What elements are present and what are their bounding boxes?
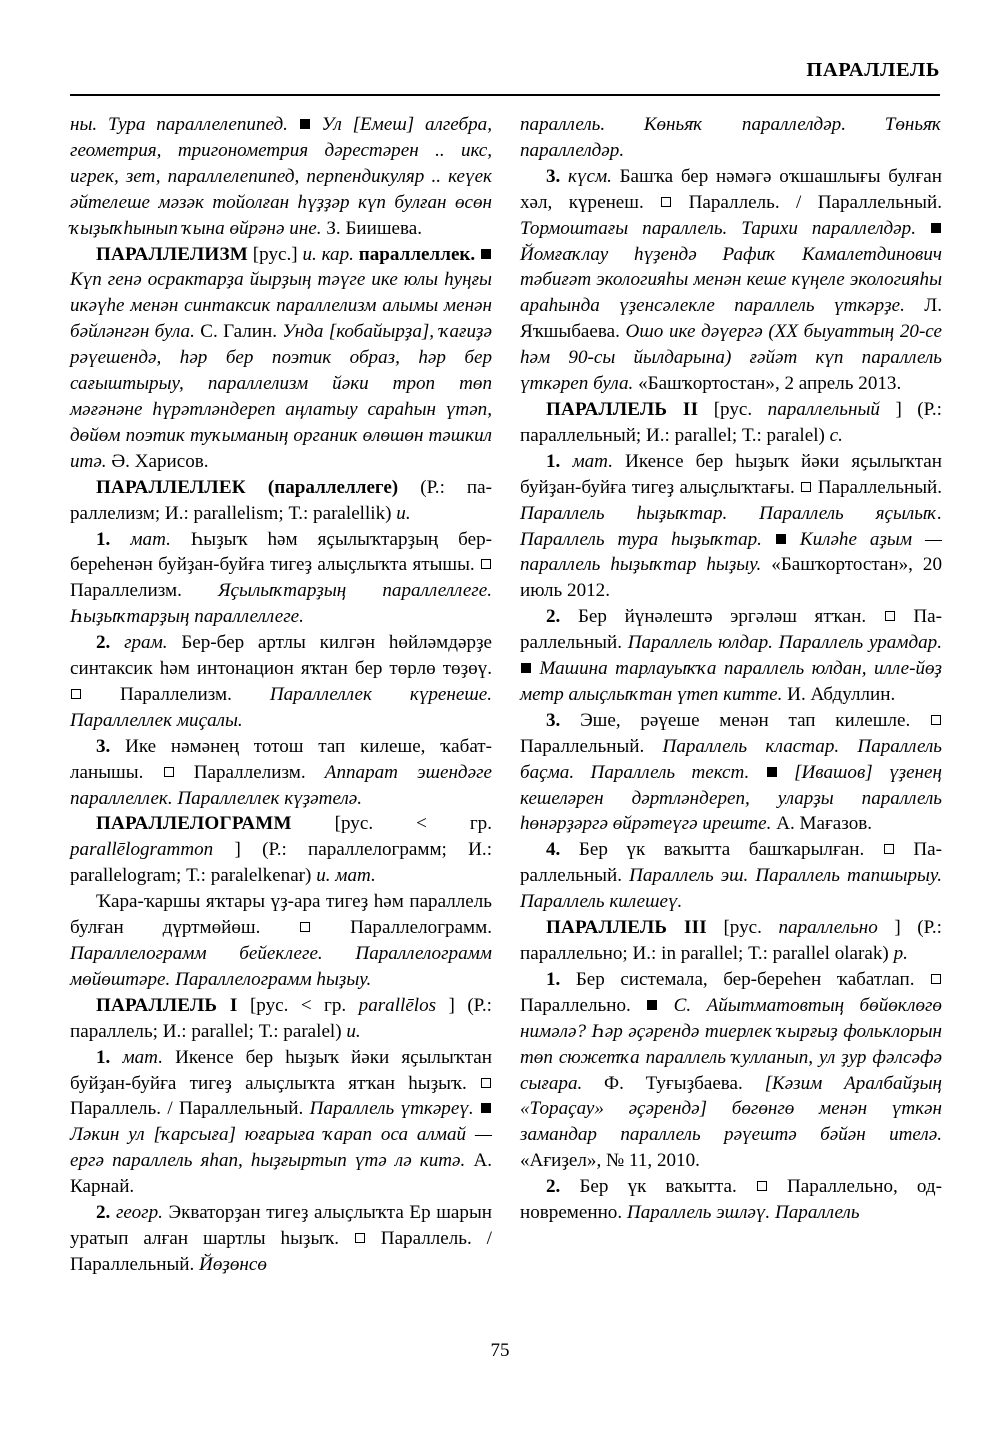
roman-text: Бер үк ваҡытта. bbox=[579, 1176, 737, 1198]
headword: ПАРАЛЛЕЛОГРАММ bbox=[96, 813, 292, 835]
header-rule bbox=[70, 94, 940, 96]
sense-number: 1. bbox=[96, 1046, 111, 1068]
italic-text: геогр. bbox=[115, 1202, 163, 1224]
roman-text: Икенсе бер һыҙыҡ йәки яҫылыҡтан буйҙан-буйға тигеҙ алыҫлыҡтағы. bbox=[520, 450, 942, 498]
italic-text: параллельно bbox=[778, 917, 878, 939]
italic-text: параллель. Көньяҡ параллелдәр. Төньяҡ параллелдәр. bbox=[520, 114, 942, 161]
translation-marker-icon bbox=[71, 689, 81, 699]
roman-text: Параллельно, одновременно. bbox=[520, 1176, 942, 1224]
italic-text: Параллель кластар. Параллель баҫма. Параллель текст. bbox=[520, 735, 942, 783]
italic-text: Параллель эшләү. Параллель bbox=[626, 1202, 860, 1224]
continuation-paragraph bbox=[70, 112, 492, 242]
running-head: ПАРАЛЛЕЛЬ bbox=[806, 59, 940, 81]
translation-marker-icon bbox=[757, 1181, 767, 1191]
sense-paragraph bbox=[70, 1045, 492, 1200]
roman-text: Параллель. / Параллельный. bbox=[70, 1098, 304, 1120]
roman-text: «Ағиҙел», № 11, 2010. bbox=[520, 1150, 700, 1172]
sense-number: 2. bbox=[546, 1176, 561, 1198]
sense-number: 3. bbox=[546, 165, 561, 187]
continuation-paragraph bbox=[520, 112, 942, 164]
italic-text: Яҫылыҡтарҙың параллеллеге. Һыҙыҡтарҙың параллеллеге. bbox=[70, 580, 492, 628]
illustration-marker-icon bbox=[776, 534, 786, 544]
roman-text: Параллелизм. bbox=[193, 761, 306, 783]
bold-text: параллеллек. bbox=[358, 243, 476, 265]
translation-marker-icon bbox=[931, 715, 941, 725]
italic-text: Машина тарлауыҡҡа параллель юлдан, илле-йөҙ метр алыҫлыҡтан үтеп китте. bbox=[520, 658, 943, 705]
roman-text: А. Мағазов. bbox=[776, 813, 873, 835]
sense-number: 3. bbox=[546, 709, 561, 731]
italic-text: ны. Тура параллелепипед. bbox=[70, 114, 288, 135]
italic-text: Йөҙөнсө bbox=[199, 1253, 267, 1275]
roman-text: И. Абдуллин. bbox=[787, 683, 896, 705]
roman-text: Экваторҙан тигеҙ алыҫлыҡта Ер шарын уратып алған шартлы һыҙыҡ. bbox=[70, 1202, 492, 1249]
italic-text: мат. bbox=[130, 528, 171, 550]
sense-number: 2. bbox=[96, 1202, 111, 1224]
illustration-marker-icon bbox=[647, 1000, 657, 1010]
sense-number: 1. bbox=[546, 968, 561, 990]
roman-text: Ф. Туғыҙбаева. bbox=[604, 1072, 743, 1094]
sense-number: 2. bbox=[96, 632, 111, 654]
page-number: 75 bbox=[490, 1340, 510, 1361]
translation-marker-icon bbox=[885, 611, 895, 621]
roman-text: Параллелизм. bbox=[119, 683, 232, 705]
roman-text: Ике нәмәнең тотош тап килеше, ҡабатланышы. bbox=[70, 735, 493, 783]
roman-text: Параллельный. bbox=[520, 606, 942, 654]
italic-text: Йомғаҡлау һүҙендә Рафиҡ Камалетдинович тәбиғәт экологияһы менән кеше күңеле экологияһы араһында үҙенсәлекле параллель үткәрҙе. bbox=[520, 243, 942, 317]
roman-text: ] (Р.: параллелограмм; И.: parallelogram; Т.: paralelkenar) bbox=[70, 839, 492, 887]
roman-text: Параллелизм. bbox=[70, 580, 182, 602]
sense-paragraph bbox=[520, 604, 942, 708]
roman-text: Икенсе бер һыҙыҡ йәки яҫылыҡтан буйҙан-буйға тигеҙ алыҫлыҡта ятҡан һыҙыҡ. bbox=[70, 1046, 492, 1094]
roman-text: ] (Р.: параллель; И.: parallel; Т.: paralel) bbox=[70, 994, 492, 1042]
roman-text: Параллельно. bbox=[520, 994, 631, 1016]
sense-paragraph bbox=[520, 1174, 942, 1226]
italic-text: Күп генә осрактарҙа йырҙың тәүге ике юлы һуңғы икәүһе менән синтаксик параллелизм алымы менән бәйләнгән була. bbox=[70, 269, 492, 343]
translation-marker-icon bbox=[481, 1078, 491, 1088]
roman-text: Л. Яҡшыбаева. bbox=[520, 295, 942, 343]
sense-paragraph bbox=[520, 164, 942, 397]
italic-text: Тормоштағы параллель. Тарихи параллелдәр. bbox=[520, 217, 916, 239]
sense-paragraph bbox=[520, 449, 942, 604]
illustration-marker-icon bbox=[481, 249, 491, 259]
italic-text: [Кәзим Аралбайҙың «Тораҫау» әҫәрендә] бөгөнгө менән үткән замандар параллель рәүештә бәйән ителә. bbox=[520, 1072, 942, 1146]
italic-text: Ләкин ул [ҡарсыға] юғарыға ҡарап оса алмай — ергә параллель яһап, һыҙғыртып үтә лә китә. bbox=[70, 1124, 492, 1172]
roman-text: Параллельный. bbox=[817, 476, 943, 498]
roman-text: [рус. < гр. bbox=[334, 813, 492, 835]
illustration-marker-icon bbox=[931, 223, 941, 233]
right-column bbox=[520, 112, 942, 1327]
italic-text: Ошо ике дәүергә (XX быуаттың 20-се һәм 90-сы йылдарына) ғәйәт күп параллель үткәреп була. bbox=[520, 321, 943, 395]
roman-text: ] (Р.: параллельный; И.: parallel; Т.: paralel) bbox=[520, 398, 942, 446]
dictionary-entry bbox=[70, 475, 492, 527]
italic-text: мат. bbox=[122, 1046, 163, 1068]
roman-text: «Башҡортостан», 20 июль 2012. bbox=[520, 554, 943, 602]
roman-text: С. Галин. bbox=[200, 321, 278, 343]
dictionary-entry bbox=[70, 811, 492, 889]
translation-marker-icon bbox=[164, 767, 174, 777]
italic-text: грам. bbox=[124, 632, 168, 654]
roman-text: Параллельный. bbox=[520, 735, 645, 757]
roman-text: [рус. < гр. bbox=[249, 994, 347, 1016]
illustration-marker-icon bbox=[521, 663, 531, 673]
sense-paragraph bbox=[520, 967, 942, 1174]
italic-text: параллельный bbox=[767, 398, 880, 420]
roman-text: Ә. Харисов. bbox=[111, 450, 209, 472]
roman-text: [рус. bbox=[723, 917, 762, 939]
illustration-marker-icon bbox=[300, 119, 310, 129]
illustration-marker-icon bbox=[481, 1103, 491, 1113]
roman-text: А. Карнай. bbox=[70, 1150, 492, 1198]
roman-text: Эше, рәүеше менән тап килешле. bbox=[580, 709, 911, 731]
sense-number: 4. bbox=[546, 839, 561, 861]
roman-text: Ҡара-ҡаршы яҡтары үҙ-ара тигеҙ һәм параллель булған дүртмөйөш. bbox=[70, 891, 492, 939]
illustration-marker-icon bbox=[767, 767, 777, 777]
two-column-body bbox=[70, 112, 942, 1327]
roman-text: [рус.] bbox=[252, 243, 298, 265]
italic-text: parallēlos bbox=[358, 994, 437, 1016]
sense-number: 1. bbox=[96, 528, 111, 550]
sense-paragraph bbox=[520, 837, 942, 915]
italic-text: Параллель һыҙыҡтар. Параллель яҫылыҡ. Параллель тура һыҙыҡтар. bbox=[520, 502, 942, 550]
sense-number: 3. bbox=[96, 735, 111, 757]
translation-marker-icon bbox=[884, 844, 894, 854]
italic-text: и. кар. bbox=[302, 243, 354, 265]
translation-marker-icon bbox=[355, 1233, 365, 1243]
roman-text: Бер-бер артлы килгән һөйләмдәрҙе синтаксик һәм интонацион яҡтан бер төрлө төҙөү. bbox=[70, 632, 493, 680]
sense-number: 1. bbox=[546, 450, 561, 472]
italic-text: мат. bbox=[572, 450, 613, 472]
italic-text: parallēlogrammon bbox=[70, 839, 214, 861]
roman-text: Параллелограмм. bbox=[350, 917, 492, 939]
italic-text: [Ивашов] үҙенең кешеләрен дәртләндереп, уларҙы параллель һөнәрҙәргә өйрәтеүгә иреште. bbox=[520, 761, 942, 835]
headword: ПАРАЛЛЕЛЬ I bbox=[96, 994, 238, 1016]
dictionary-entry bbox=[70, 242, 492, 475]
italic-text: и. bbox=[396, 502, 411, 524]
italic-text: Параллелограмм бейеклеге. Параллелограмм мөйөштәре. Параллелограмм һыҙыу. bbox=[70, 943, 492, 990]
headword: ПАРАЛЛЕЛИЗМ bbox=[96, 243, 248, 265]
translation-marker-icon bbox=[300, 922, 310, 932]
roman-text: [рус. bbox=[713, 398, 753, 420]
italic-text: Ул [Емеш] алгебра, геометрия, тригонометрия дәрестәрен .. икс, игрек, зет, параллелепипед, перпендикуляр .. кеүек әйтелеше мәзәк тойолған һүҙҙәр күп булған өсөн ҡыҙыҡһынып ҡына өйрәнә ине. bbox=[70, 114, 492, 239]
italic-text: Параллеллек күренеше. Параллеллек миҫалы. bbox=[70, 683, 492, 731]
italic-text: с. bbox=[829, 424, 843, 446]
italic-text: Параллель эш. Параллель тапшырыу. Параллель килешеү. bbox=[520, 865, 942, 913]
roman-text: «Башҡортостан», 2 апрель 2013. bbox=[638, 373, 902, 395]
italic-text: р. bbox=[893, 943, 908, 964]
roman-text: Бер системала, бер-береһен ҡабатлап. bbox=[575, 968, 915, 990]
roman-text: З. Биишева. bbox=[326, 217, 423, 239]
sense-number: 2. bbox=[546, 606, 561, 628]
italic-text: Аппарат эшендәге параллеллек. Параллеллек күҙәтелә. bbox=[70, 761, 492, 809]
italic-text: Параллель юлдар. Параллель урамдар. bbox=[627, 632, 942, 654]
italic-text: и. bbox=[346, 1020, 361, 1042]
dictionary-entry bbox=[520, 397, 942, 449]
translation-marker-icon bbox=[801, 482, 811, 492]
translation-marker-icon bbox=[931, 974, 941, 984]
italic-text: Параллель үткәреү. bbox=[309, 1098, 474, 1120]
roman-text: Параллельный. bbox=[520, 839, 942, 887]
italic-text: Унда [кобайырҙа], ҡағиҙә рәүешендә, һәр бер поэтик образ, һәр бер сағыштырыу, параллелизм йәки троп төп мәғәнәне һүрәтләндереп аңлатыу сараһын үтәп, дөйөм поэтик туҡыманың органик өлөшөн тәшкил итә. bbox=[70, 321, 492, 472]
left-column bbox=[70, 112, 492, 1327]
italic-text: күсм. bbox=[568, 165, 612, 187]
dictionary-entry bbox=[520, 915, 942, 967]
italic-text: С. Айытматовтың бөйөклөгө нимәлә? Һәр әҫәрендә тиерлек ҡырғыҙ фольклорын төп сюжетҡа параллель ҡулланып, ул ҙур фәлсәфә сығара. bbox=[520, 994, 942, 1094]
sense-paragraph bbox=[70, 630, 492, 734]
sense-paragraph bbox=[70, 1200, 492, 1278]
sense-paragraph bbox=[520, 708, 942, 838]
roman-text: Бер үк ваҡытта башҡарылған. bbox=[578, 839, 865, 861]
dictionary-entry bbox=[70, 993, 492, 1045]
headword: ПАРАЛЛЕЛЛЕК bbox=[96, 476, 246, 498]
translation-marker-icon bbox=[481, 559, 491, 569]
sense-paragraph bbox=[70, 734, 492, 812]
italic-text: Киләһе аҙым — параллель һыҙыҡтар һыҙыу. bbox=[520, 528, 942, 576]
sense-paragraph bbox=[70, 889, 492, 993]
italic-text: и. мат. bbox=[316, 865, 376, 887]
roman-text: Бер йүнәлештә эргәләш ятҡан. bbox=[577, 606, 867, 628]
roman-text: (Р.: параллелизм; И.: parallelism; Т.: paralellik) bbox=[70, 476, 492, 524]
bold-text: (параллеллеге) bbox=[267, 476, 399, 498]
headword: ПАРАЛЛЕЛЬ II bbox=[546, 398, 699, 420]
translation-marker-icon bbox=[661, 197, 671, 207]
roman-text: Параллель. / Параллельный. bbox=[688, 191, 942, 213]
sense-paragraph bbox=[70, 527, 492, 631]
roman-text: Параллель. / Параллельный. bbox=[70, 1227, 492, 1275]
roman-text: ] (Р.: параллельно; И.: in parallel; Т.: parallel olarak) bbox=[520, 917, 942, 964]
roman-text: Башҡа бер нәмәгә оҡшашлығы булған хәл, күренеш. bbox=[520, 165, 942, 213]
headword: ПАРАЛЛЕЛЬ III bbox=[546, 917, 707, 939]
roman-text: Һыҙыҡ һәм яҫылыҡтарҙың бер-береһенән буйҙан-буйға тигеҙ алыҫлыҡта ятышы. bbox=[70, 528, 492, 576]
